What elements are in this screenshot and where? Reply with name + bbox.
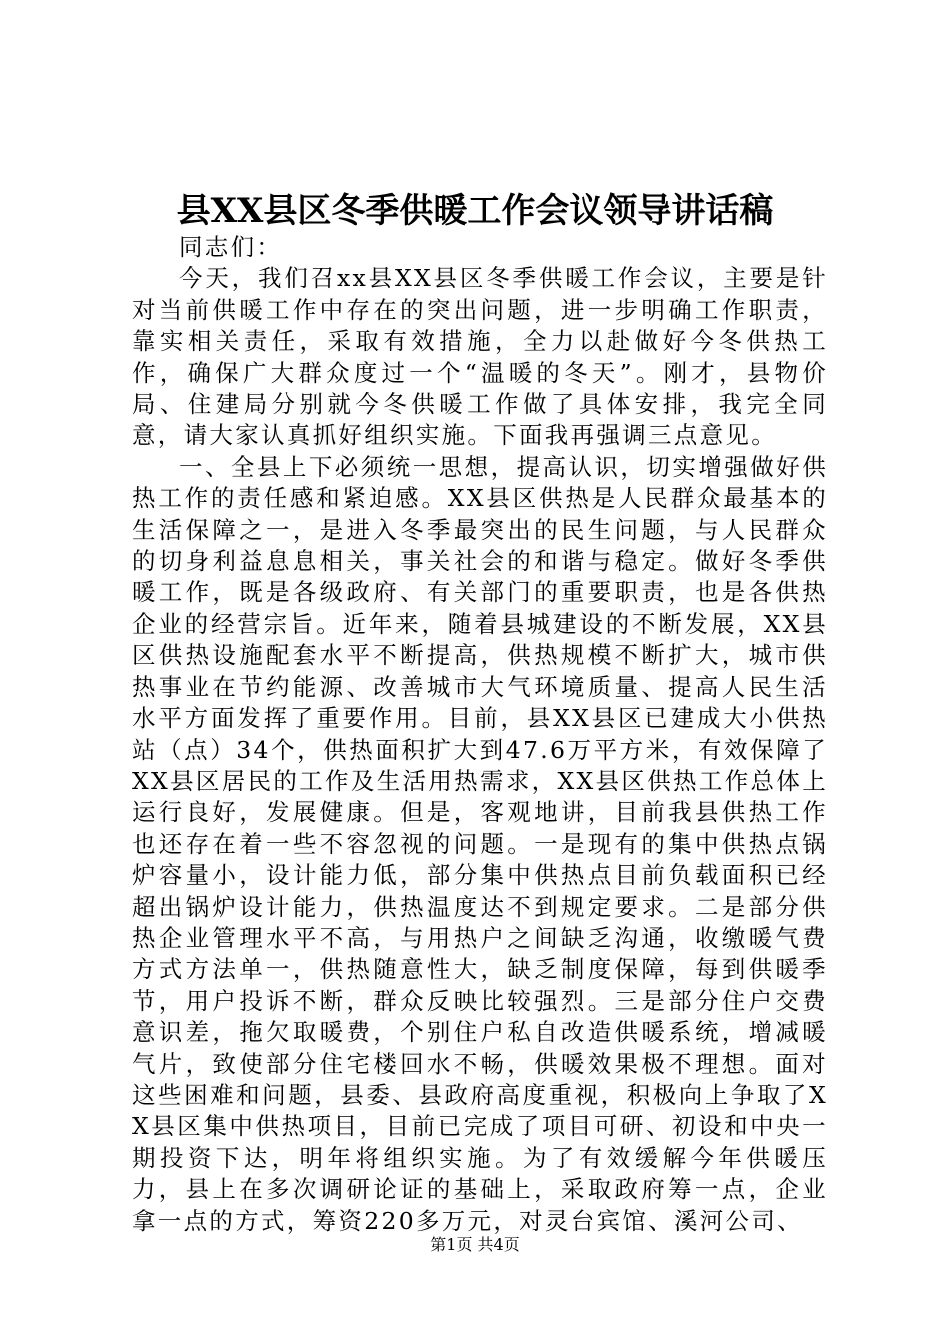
page-footer: 第1页 共4页 [430, 1235, 520, 1254]
paragraph-section-one: 一、全县上下必须统一思想，提高认识，切实增强做好供热工作的责任感和紧迫感。XX县区供热是人民群众最基本的生活保障之一，是进入冬季最突出的民生问题，与人民群众的切身利益息息相关，事关社会的和谐与稳定。做好冬季供暖工作，既是各级政府、有关部门的重要职责，也是各供热企业的经营宗旨。近年来，随着县城建设的不断发展，XX县区供热设施配套水平不断提高，供热规模不断扩大，城市供热事业在节约能源、改善城市大气环境质量、提高人民生活水平方面发挥了重要作用。目前，县XX县区已建成大小供热站（点）34个，供热面积扩大到47.6万平方米，有效保障了XX县区居民的工作及生活用热需求，XX县区供热工作总体上运行良好，发展健康。但是，客观地讲，目前我县供热工作也还存在着一些不容忽视的问题。一是现有的集中供热点锅炉容量小，设计能力低，部分集中供热点目前负载面积已经超出锅炉设计能力，供热温度达不到规定要求。二是部分供热企业管理水平不高，与用热户之间缺乏沟通，收缴暖气费方式方法单一，供热随意性大，缺乏制度保障，每到供暖季节，用户投诉不断，群众反映比较强烈。三是部分住户交费意识差，拖欠取暖费，个别住户私自改造供暖系统，增减暖气片，致使部分住宅楼回水不畅，供暖效果极不理想。面对这些困难和问题，县委、县政府高度重视，积极向上争取了XX县区集中供热项目，目前已完成了项目可研、初设和中央一期投资下达，明年将组织实施。为了有效缓解今年供暖压力，县上在多次调研论证的基础上，采取政府筹一点，企业拿一点的方式，筹资220多万元，对灵台宾馆、溪河公司、 [132, 452, 828, 1235]
document-body [132, 232, 828, 1237]
greeting-line: 同志们： [179, 233, 283, 261]
paragraph-intro: 今天，我们召xx县XX县区冬季供暖工作会议，主要是针对当前供暖工作中存在的突出问题，进一步明确工作职责，靠实相关责任，采取有效措施，全力以赴做好今冬供热工作，确保广大群众度过一个“温暖的冬天”。刚才，县物价局、住建局分别就今冬供暖工作做了具体安排，我完全同意，请大家认真抓好组织实施。下面我再强调三点意见。 [132, 264, 828, 450]
document-title: 县XX县区冬季供暖工作会议领导讲话稿 [176, 191, 774, 231]
